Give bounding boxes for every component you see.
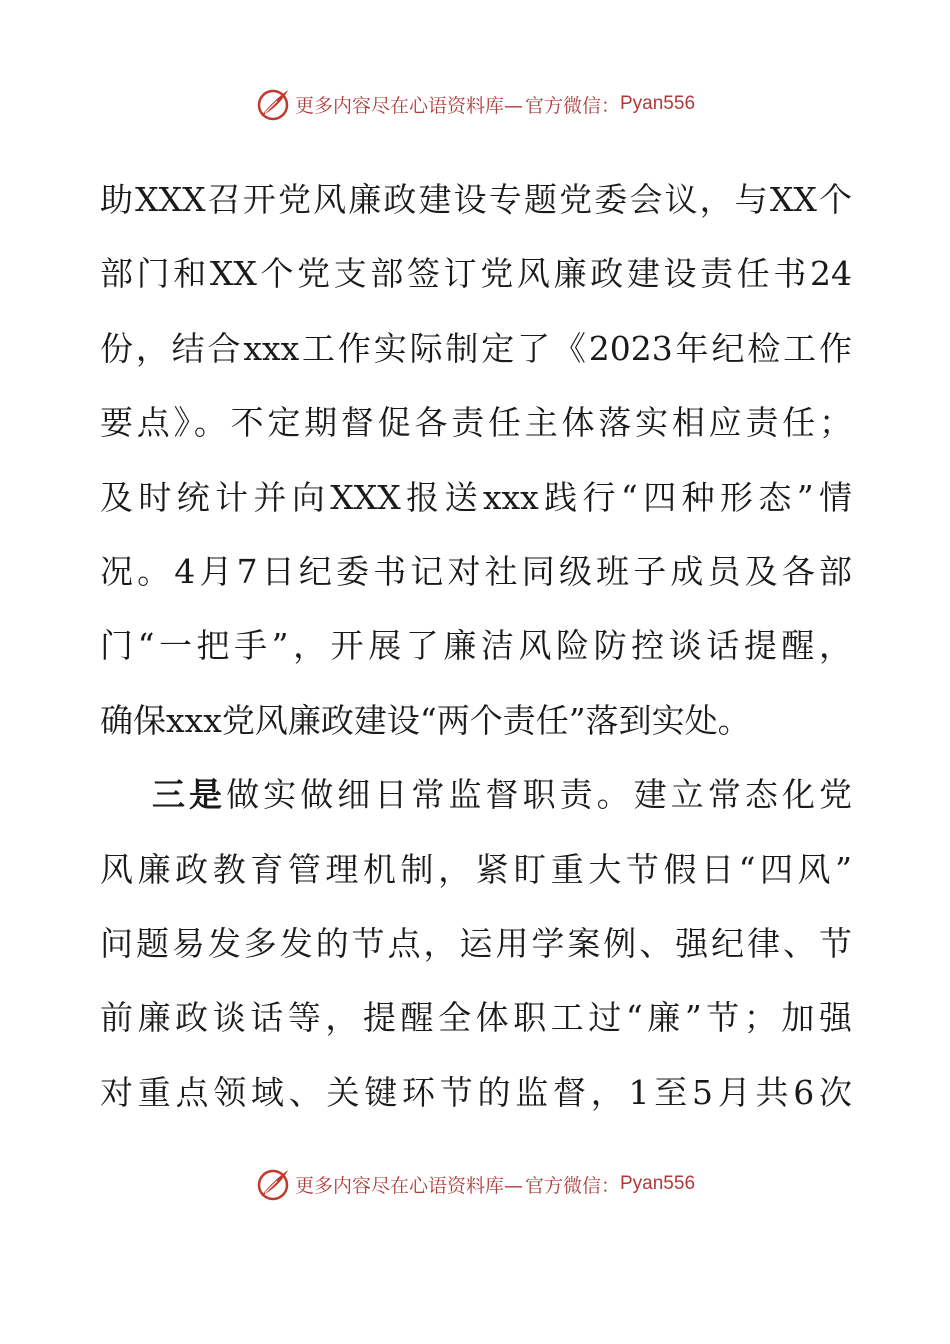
paragraph-first-line: [100, 758, 852, 832]
quill-logo-icon: [255, 86, 291, 122]
header-banner-wechat-label: 官方微信：: [524, 94, 620, 117]
paragraph-lead: 三是: [152, 775, 227, 815]
quill-logo-icon: [255, 1166, 291, 1202]
header-watermark-banner: [0, 84, 950, 124]
header-banner-text: 更多内容尽在心语资料库—: [294, 94, 523, 117]
text-line: 份，结合xxx工作实际制定了《2023年纪检工作: [100, 328, 852, 368]
footer-watermark-banner: [0, 1164, 950, 1204]
document-body: [100, 163, 852, 1130]
text-line: 部门和XX个党支部签订党风廉政建设责任书24: [100, 254, 852, 294]
footer-banner-wechat-id: Pyan556: [620, 1173, 696, 1194]
footer-banner-wechat-label: 官方微信：: [524, 1174, 620, 1197]
header-banner-wechat-id: Pyan556: [620, 93, 696, 114]
text-line: 要点》。不定期督促各责任主体落实相应责任；: [100, 403, 852, 443]
footer-banner-text: 更多内容尽在心语资料库—: [294, 1174, 523, 1197]
text-line: 及时统计并向XXX报送xxx践行“四种形态”情: [100, 477, 852, 517]
text-line: 对重点领域、关键环节的监督，1至5月共6次: [100, 1072, 852, 1112]
paragraph-lead-rest: 做实做细日常监督职责。建立常态化党: [226, 775, 853, 815]
text-line: 助XXX召开党风廉政建设专题党委会议，与XX个: [100, 180, 852, 219]
text-line: 风廉政教育管理机制，紧盯重大节假日“四风”: [100, 849, 852, 889]
text-line: 前廉政谈话等，提醒全体职工过“廉”节；加强: [100, 998, 852, 1038]
text-line: 问题易发多发的节点，运用学案例、强纪律、节: [100, 923, 852, 963]
text-line: 确保xxx党风廉政建设“两个责任”落到实处。: [100, 700, 751, 740]
text-line: 门“一把手”，开展了廉洁风险防控谈话提醒，: [100, 626, 852, 666]
text-line: 况。4月7日纪委书记对社同级班子成员及各部: [100, 551, 852, 591]
